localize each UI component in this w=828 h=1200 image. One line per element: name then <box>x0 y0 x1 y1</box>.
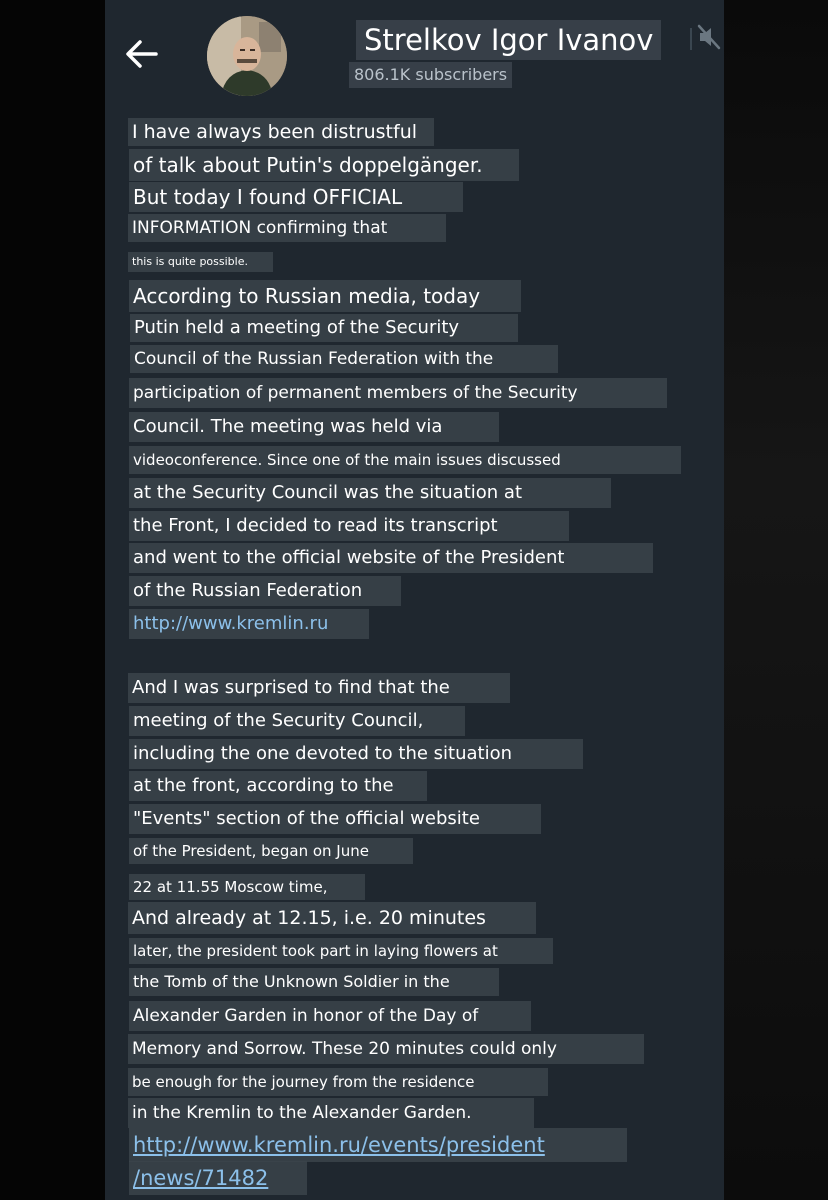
subscriber-count: 806.1K subscribers <box>349 62 512 88</box>
message-line: this is quite possible. <box>128 252 273 272</box>
message-line: at the front, according to the <box>129 771 427 801</box>
message-line: in the Kremlin to the Alexander Garden. <box>128 1098 534 1128</box>
message-line: But today I found OFFICIAL <box>129 182 463 212</box>
message-line: Putin held a meeting of the Security <box>130 314 518 342</box>
message-line: of the President, began on June <box>129 838 413 864</box>
message-line: and went to the official website of the President <box>129 543 653 573</box>
message-line: Council. The meeting was held via <box>129 412 499 442</box>
message-line: According to Russian media, today <box>129 280 521 312</box>
message-line: I have always been distrustful <box>128 118 434 146</box>
message-line: Memory and Sorrow. These 20 minutes could only <box>128 1034 644 1064</box>
message-line: including the one devoted to the situation <box>129 739 583 769</box>
message-line: Council of the Russian Federation with the <box>130 345 558 373</box>
left-margin <box>0 0 105 1200</box>
channel-name[interactable]: Strelkov Igor Ivanov <box>356 20 661 60</box>
message-line: And I was surprised to find that the <box>128 673 510 703</box>
message-line: 22 at 11.55 Moscow time, <box>129 874 365 900</box>
message-line: be enough for the journey from the residence <box>128 1068 548 1096</box>
message-line: Alexander Garden in honor of the Day of <box>129 1001 531 1031</box>
kremlin-news-link[interactable]: http://www.kremlin.ru/events/president <box>129 1128 627 1162</box>
message-line: And already at 12.15, i.e. 20 minutes <box>128 902 536 934</box>
header-divider <box>690 28 692 50</box>
right-margin <box>724 0 828 1200</box>
message-line: videoconference. Since one of the main issues discussed <box>129 446 681 474</box>
channel-avatar[interactable] <box>207 16 287 96</box>
avatar-portrait-icon <box>207 16 287 96</box>
message-line: at the Security Council was the situation at <box>129 478 611 508</box>
message-line: participation of permanent members of the Security <box>129 378 667 408</box>
mute-icon[interactable] <box>697 24 721 50</box>
message-line: of the Russian Federation <box>129 576 401 606</box>
message-line: meeting of the Security Council, <box>129 706 465 736</box>
kremlin-news-link-cont[interactable]: /news/71482 <box>129 1161 307 1195</box>
message-line: of talk about Putin's doppelgänger. <box>129 149 519 181</box>
message-line: INFORMATION confirming that <box>128 214 446 242</box>
message-line: the Tomb of the Unknown Soldier in the <box>129 968 499 996</box>
kremlin-link[interactable]: http://www.kremlin.ru <box>129 609 369 639</box>
message-line: the Front, I decided to read its transcript <box>129 511 569 541</box>
message-line: "Events" section of the official website <box>129 804 541 834</box>
message-line: later, the president took part in laying flowers at <box>129 938 553 964</box>
back-arrow-icon[interactable] <box>122 36 162 72</box>
